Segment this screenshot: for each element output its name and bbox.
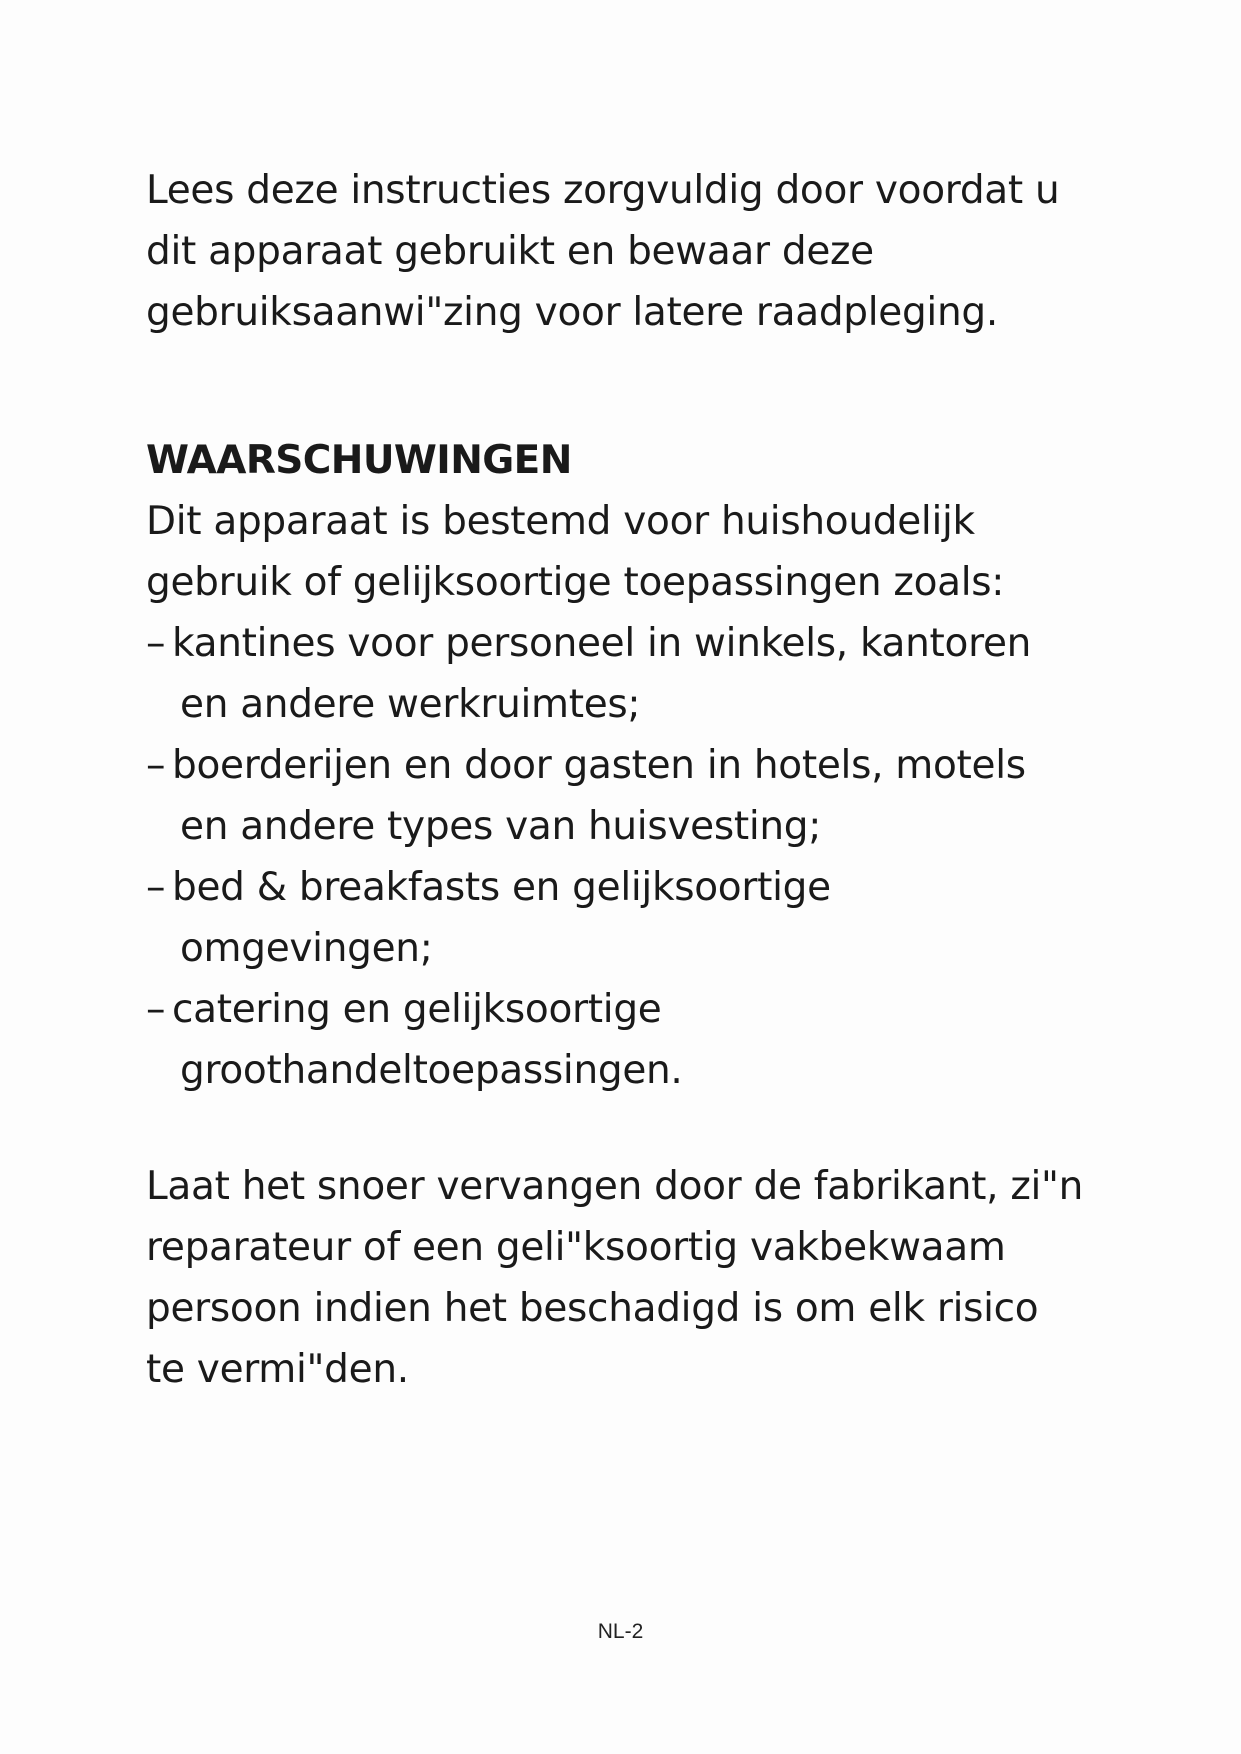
warnings-heading: WAARSCHUWINGEN [146, 438, 572, 483]
list-item [146, 735, 1146, 857]
list-item-line: kantines voor personeel in winkels, kantoren [172, 621, 1032, 666]
dash-bullet: – [146, 987, 166, 1032]
list-item-continuation: omgevingen; [180, 926, 433, 971]
cord-line: reparateur of een geli"ksoortig vakbekwaam [146, 1225, 1006, 1270]
list-item [146, 857, 1146, 979]
intro-paragraph [146, 160, 1146, 343]
list-item-continuation: en andere types van huisvesting; [180, 804, 822, 849]
warnings-section [146, 430, 1146, 1101]
cord-line: te vermi"den. [146, 1347, 409, 1392]
list-item [146, 979, 1146, 1101]
dash-bullet: – [146, 743, 166, 788]
intro-line: Lees deze instructies zorgvuldig door voordat u [146, 168, 1060, 213]
cord-line: persoon indien het beschadigd is om elk risico [146, 1286, 1039, 1331]
list-item-line: catering en gelijksoortige [172, 987, 662, 1032]
page-number: NL-2 [597, 1620, 644, 1643]
list-item-line: boerderijen en door gasten in hotels, motels [172, 743, 1026, 788]
cord-line: Laat het snoer vervangen door de fabrikant, zi"n [146, 1164, 1084, 1209]
list-item-line: bed & breakfasts en gelijksoortige [172, 865, 831, 910]
list-item [146, 613, 1146, 735]
dash-bullet: – [146, 621, 166, 666]
intro-line: dit apparaat gebruikt en bewaar deze [146, 229, 874, 274]
intro-line: gebruiksaanwi"zing voor latere raadpleging. [146, 290, 998, 335]
dash-bullet: – [146, 865, 166, 910]
list-item-continuation: groothandeltoepassingen. [180, 1048, 683, 1093]
list-item-continuation: en andere werkruimtes; [180, 682, 641, 727]
warnings-intro-line: Dit apparaat is bestemd voor huishoudelijk [146, 499, 975, 544]
cord-replacement-paragraph [146, 1156, 1146, 1400]
warnings-intro-line: gebruik of gelijksoortige toepassingen zoals: [146, 560, 1005, 605]
